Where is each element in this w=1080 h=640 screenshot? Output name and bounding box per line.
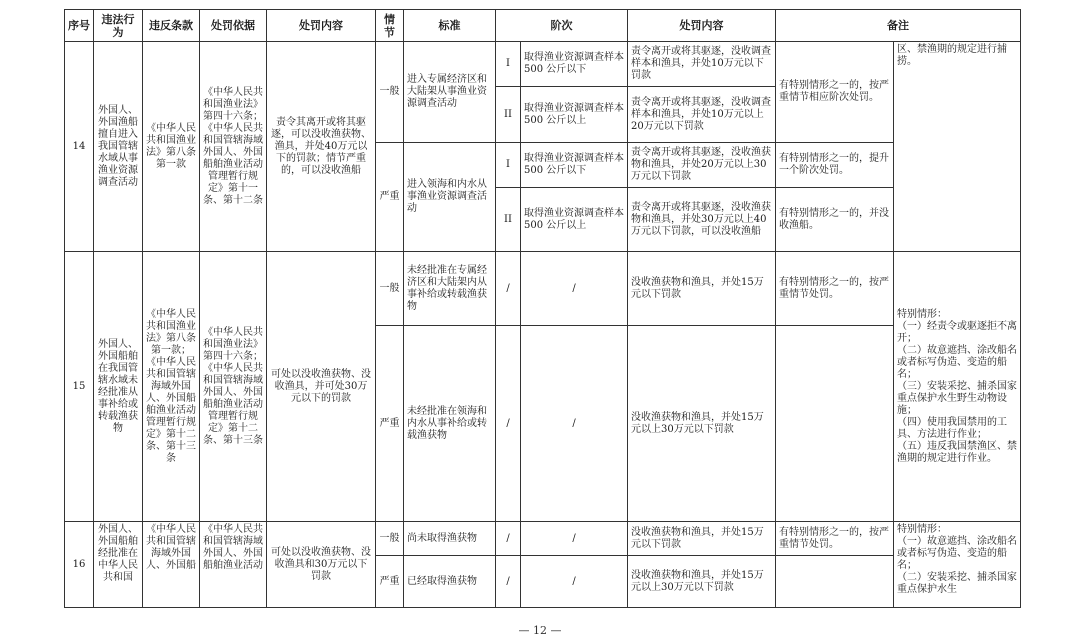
level-cell: / bbox=[496, 252, 521, 326]
level-description: 取得渔业资源调查样本 500 公斤以上 bbox=[521, 87, 628, 143]
level-description: 取得渔业资源调查样本 500 公斤以上 bbox=[521, 188, 628, 252]
level-cell: I bbox=[496, 143, 521, 188]
level-cell: / bbox=[496, 522, 521, 556]
header-standard: 标准 bbox=[404, 10, 496, 42]
specific-penalty: 责令离开或将其驱逐，没收渔获物和渔具，并处30万元以上40万元以下罚款，可以没收渔船 bbox=[628, 188, 776, 252]
header-no: 序号 bbox=[65, 10, 94, 42]
standard-cell: 未经批准在领海和内水从事补给或转载渔获物 bbox=[404, 326, 496, 522]
penalty-content: 可处以没收渔获物、没收渔具和30万元以下罚款 bbox=[267, 522, 376, 608]
circumstance-serious: 严重 bbox=[376, 556, 404, 608]
note-cell: 特别情形： （一）故意遮挡、涂改船名或者标写伪造、变造的船名； （二）安装采挖、捕杀国家重点保护水生 bbox=[894, 522, 1021, 608]
penalty-standards-table bbox=[64, 9, 1021, 608]
level-cell: II bbox=[496, 87, 521, 143]
level-cell: II bbox=[496, 188, 521, 252]
note-cell: 区、禁渔期的规定进行捕捞。 bbox=[894, 42, 1021, 252]
level-description: 取得渔业资源调查样本 500 公斤以下 bbox=[521, 143, 628, 188]
header-content: 处罚内容 bbox=[267, 10, 376, 42]
violated-clause: 《中华人民共和国渔业法》第八条第一款 bbox=[143, 42, 200, 252]
specific-penalty: 责令离开或将其驱逐，没收渔获物和渔具，并处20万元以上30万元以下罚款 bbox=[628, 143, 776, 188]
empty-remark-cell bbox=[776, 326, 894, 522]
violated-clause: 《中华人民共和国管辖海域外国人、外国船 bbox=[143, 522, 200, 608]
standard-cell: 进入专属经济区和大陆架从事渔业资源调查活动 bbox=[404, 42, 496, 143]
table-row bbox=[65, 42, 1021, 87]
level-cell: I bbox=[496, 42, 521, 87]
standard-cell: 已经取得渔获物 bbox=[404, 556, 496, 608]
level-cell: / bbox=[496, 326, 521, 522]
remark-cell: 有特别情形之一的，提升一个阶次处罚。 bbox=[776, 143, 894, 188]
specific-penalty: 没收渔获物和渔具，并处15万元以下罚款 bbox=[628, 252, 776, 326]
page-number: — 12 — bbox=[518, 624, 562, 637]
level-cell: / bbox=[496, 556, 521, 608]
header-row bbox=[65, 10, 1021, 42]
circumstance-serious: 严重 bbox=[376, 143, 404, 252]
header-penalty-content: 处罚内容 bbox=[628, 10, 776, 42]
row-number: 16 bbox=[65, 522, 94, 608]
level-description: / bbox=[521, 252, 628, 326]
penalty-content: 责令其离开或将其驱逐，可以没收渔获物、渔具，并处40万元以下的罚款；情节严重的，可以没收渔船 bbox=[267, 42, 376, 252]
level-description: 取得渔业资源调查样本 500 公斤以下 bbox=[521, 42, 628, 87]
circumstance-general: 一般 bbox=[376, 42, 404, 143]
penalty-content: 可处以没收渔获物、没收渔具，并可处30万元以下的罚款 bbox=[267, 252, 376, 522]
header-basis: 处罚依据 bbox=[200, 10, 267, 42]
table-row bbox=[65, 252, 1021, 326]
specific-penalty: 责令离开或将其驱逐，没收调查样本和渔具，并处10万元以上20万元以下罚款 bbox=[628, 87, 776, 143]
row-number: 15 bbox=[65, 252, 94, 522]
circumstance-general: 一般 bbox=[376, 252, 404, 326]
standard-cell: 未经批准在专属经济区和大陆架内从事补给或转载渔获物 bbox=[404, 252, 496, 326]
specific-penalty: 没收渔获物和渔具，并处15万元以上30万元以下罚款 bbox=[628, 556, 776, 608]
specific-penalty: 没收渔获物和渔具，并处15万元以下罚款 bbox=[628, 522, 776, 556]
header-note: 备注 bbox=[776, 10, 1021, 42]
standard-cell: 尚未取得渔获物 bbox=[404, 522, 496, 556]
specific-penalty: 责令离开或将其驱逐，没收调查样本和渔具，并处10万元以下罚款 bbox=[628, 42, 776, 87]
header-act: 违法行为 bbox=[94, 10, 143, 42]
circumstance-general: 一般 bbox=[376, 522, 404, 556]
penalty-basis: 《中华人民共和国渔业法》第四十六条；《中华人民共和国管辖海域外国人、外国船舶渔业活动管理暂行规定》第十二条、第十三条 bbox=[200, 252, 267, 522]
header-clause: 违反条款 bbox=[143, 10, 200, 42]
level-description: / bbox=[521, 326, 628, 522]
level-description: / bbox=[521, 522, 628, 556]
standard-cell: 进入领海和内水从事渔业资源调查活动 bbox=[404, 143, 496, 252]
level-description: / bbox=[521, 556, 628, 608]
row-number: 14 bbox=[65, 42, 94, 252]
header-circumstance: 情节 bbox=[376, 10, 404, 42]
remark-cell: 有特别情形之一的，按严重情节处罚。 bbox=[776, 252, 894, 326]
violation-act: 外国人、外国船舶在我国管辖水域未经批准从事补给或转载渔获物 bbox=[94, 252, 143, 522]
note-cell: 特别情形： （一）经责令或驱逐拒不离开； （二）故意遮挡、涂改船名或者标写伪造、变造的船名； （三）安装采挖、捕杀国家重点保护水生野生动物设施； （四）使用我国禁用的工具、方法进行作业； （五）违反我国禁渔区、禁渔期的规定进行作业。 bbox=[894, 252, 1021, 522]
header-level: 阶次 bbox=[496, 10, 628, 42]
penalty-basis: 《中华人民共和国管辖海域外国人、外国船舶渔业活动 bbox=[200, 522, 267, 608]
table-row bbox=[65, 522, 1021, 556]
remark-cell: 有特别情形之一的，按严重情节处罚。 bbox=[776, 522, 894, 556]
violated-clause: 《中华人民共和国渔业法》第八条第一款；《中华人民共和国管辖海域外国人、外国船舶渔业活动管理暂行规定》第十二条、第十三条 bbox=[143, 252, 200, 522]
specific-penalty: 没收渔获物和渔具，并处15万元以上30万元以下罚款 bbox=[628, 326, 776, 522]
remark-cell: 有特别情形之一的，并没收渔船。 bbox=[776, 188, 894, 252]
violation-act: 外国人、外国渔船擅自进入我国管辖水域从事渔业资源调查活动 bbox=[94, 42, 143, 252]
empty-remark-cell bbox=[776, 556, 894, 608]
circumstance-serious: 严重 bbox=[376, 326, 404, 522]
penalty-basis: 《中华人民共和国渔业法》第四十六条；《中华人民共和国管辖海域外国人、外国船舶渔业活动管理暂行规定》第十一条、第十二条 bbox=[200, 42, 267, 252]
remark-cell: 有特别情形之一的，按严重情节相应阶次处罚。 bbox=[776, 42, 894, 143]
violation-act: 外国人、外国船舶经批准在中华人民共和国 bbox=[94, 522, 143, 608]
